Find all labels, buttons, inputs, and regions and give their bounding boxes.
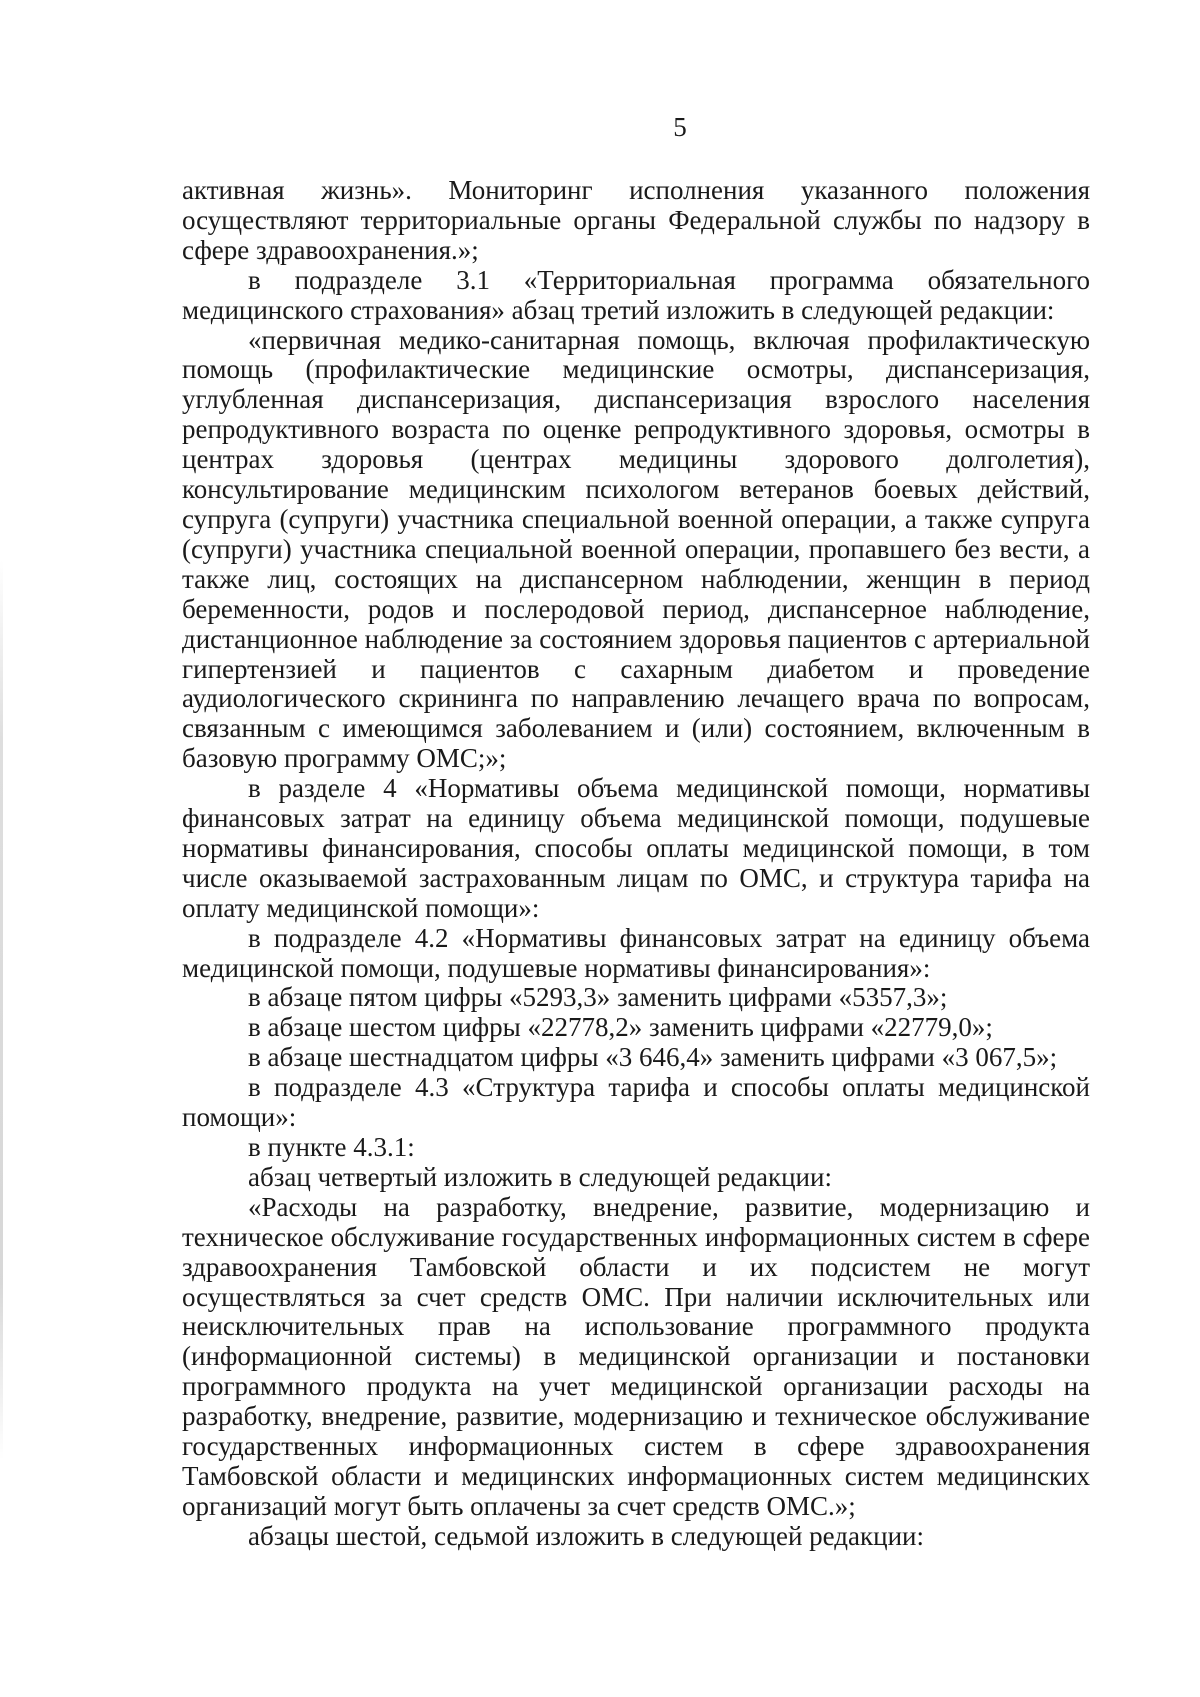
- paragraph-continuation: активная жизнь». Мониторинг исполнения указанного положения осуществляют территориальные органы Федеральной службы по надзору в сфере здравоохранения.»;: [182, 175, 1090, 265]
- paragraph-item-6th: в абзаце шестом цифры «22778,2» заменить цифрами «22779,0»;: [248, 1012, 993, 1043]
- paragraph-expenses-quote: «Расходы на разработку, внедрение, развитие, модернизацию и техническое обслуживание государственных информационных систем в сфере здравоохранения Тамбовской области и их подсистем не могут осуществляться за счет средств ОМС. При наличии исключительных или неисключительных прав на использование программного продукта (информационной системы) в медицинской организации и постановки программного продукта на учет медицинской организации расходы на разработку, внедрение, развитие, модернизацию и техническое обслуживание государственных информационных систем в сфере здравоохранения Тамбовской области и медицинских информационных систем медицинских организаций могут быть оплачены за счет средств ОМС.»;: [182, 1191, 1090, 1521]
- paragraph-subsection-4-2: в подразделе 4.2 «Нормативы финансовых затрат на единицу объема медицинской помощи, подушевые нормативы финансирования»:: [182, 922, 1090, 983]
- paragraph-subsection-3-1: в подразделе 3.1 «Территориальная программа обязательного медицинского страхования» абзац третий изложить в следующей редакции:: [182, 264, 1090, 325]
- paragraph-subsection-4-3: в подразделе 4.3 «Структура тарифа и способы оплаты медицинской помощи»:: [182, 1072, 1090, 1133]
- page-number: 5: [673, 112, 687, 142]
- paragraph-point-4-3-1: в пункте 4.3.1:: [248, 1132, 415, 1162]
- paragraph-primary-care-quote: «первичная медико-санитарная помощь, включая профилактическую помощь (профилактические медицинские осмотры, диспансеризация, углубленная диспансеризация, диспансеризация взрослого населения репродуктивного возраста по оценке репродуктивного здоровья, осмотры в центрах здоровья (центрах медицины здорового долголетия), консультирование медицинским психологом ветеранов боевых действий, супруга (супруги) участника специальной военной операции, а также супруга (супруги) участника специальной военной операции, пропавшего без вести, а также лиц, состоящих на диспансерном наблюдении, женщин в период беременности, родов и послеродовой период, диспансерное наблюдение, дистанционное наблюдение за состоянием здоровья пациентов с артериальной гипертензией и пациентов с сахарным диабетом и проведение аудиологического скрининга по направлению лечащего врача по вопросам, связанным с имеющимся заболеванием и (или) состоянием, включенным в базовую программу ОМС;»;: [182, 324, 1090, 774]
- paragraph-abzacy-6-7: абзацы шестой, седьмой изложить в следующей редакции:: [248, 1520, 924, 1551]
- document-body: [182, 176, 1090, 1552]
- scan-edge-shadow: [0, 560, 3, 1460]
- paragraph-item-16th: в абзаце шестнадцатом цифры «3 646,4» заменить цифрами «3 067,5»;: [248, 1042, 1058, 1073]
- paragraph-section-4: в разделе 4 «Нормативы объема медицинской помощи, нормативы финансовых затрат на единицу объема медицинской помощи, подушевые нормативы финансирования, способы оплаты медицинской помощи, в том числе оказываемой застрахованным лицам по ОМС, и структура тарифа на оплату медицинской помощи»:: [182, 773, 1090, 923]
- paragraph-abzac-4: абзац четвертый изложить в следующей редакции:: [248, 1161, 832, 1192]
- paragraph-item-5th: в абзаце пятом цифры «5293,3» заменить цифрами «5357,3»;: [248, 982, 948, 1013]
